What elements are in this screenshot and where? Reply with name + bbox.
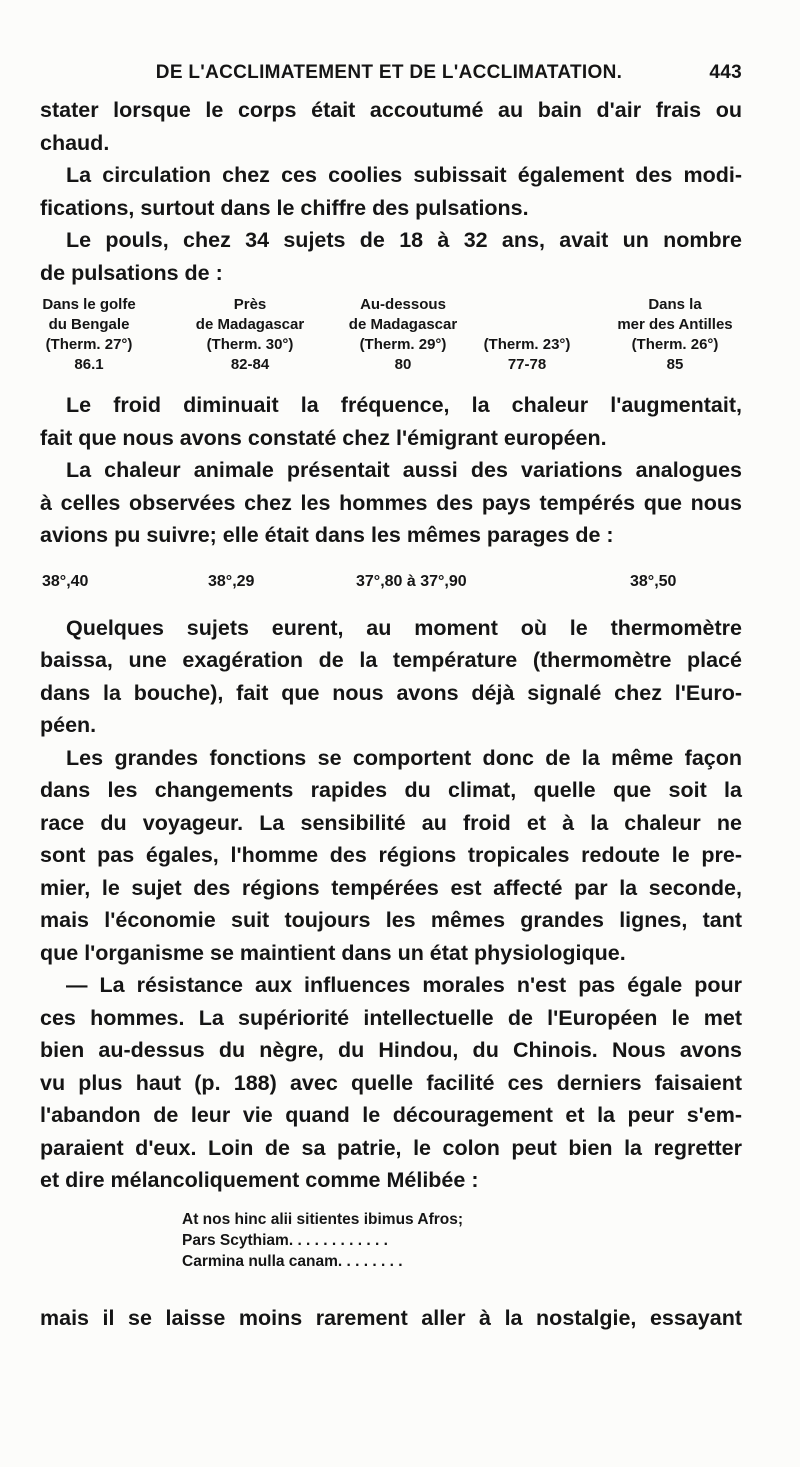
- text-line: bien au-dessus du nègre, du Hindou, du Chinois. Nous avons: [40, 1038, 742, 1062]
- verse-line: At nos hinc alii sitientes ibimus Afros;: [182, 1210, 464, 1228]
- text-line: mais l'économie suit toujours les mêmes grandes lignes, tant: [40, 908, 742, 932]
- location-line-2: mer des Antilles: [617, 316, 733, 333]
- location-line-1: [472, 295, 582, 315]
- text-line: baissa, une exagération de la température (thermomètre placé: [40, 648, 742, 672]
- text-line: chaud.: [40, 130, 110, 155]
- paragraph: [40, 224, 742, 289]
- pulse-column: [34, 295, 144, 375]
- text-line: sont pas égales, l'homme des régions tropicales redoute le pre-: [40, 843, 742, 867]
- pulse-table: [40, 295, 742, 385]
- location-line-1: Dans la: [648, 296, 702, 313]
- temperature-value: 37°,80 à 37°,90: [356, 572, 467, 590]
- text-line: — La résistance aux influences morales n'est pas égale pour: [66, 973, 742, 997]
- thermometer-reading: (Therm. 30°): [206, 336, 294, 353]
- thermometer-reading: (Therm. 26°): [631, 336, 719, 353]
- page-body: [40, 94, 742, 1334]
- text-line: La chaleur animale présentait aussi des variations analogues: [66, 458, 742, 482]
- text-line: race du voyageur. La sensibilité au froid et à la chaleur ne: [40, 810, 742, 835]
- pulse-value: 82-84: [230, 356, 270, 373]
- pulse-column: [338, 295, 468, 375]
- text-line: péen.: [40, 713, 97, 737]
- text-line: paraient d'eux. Loin de sa patrie, le colon peut bien la regretter: [40, 1135, 742, 1160]
- text-line: fait que nous avons constaté chez l'émigrant européen.: [40, 425, 607, 450]
- paragraph: [40, 389, 742, 454]
- paragraph: [40, 94, 742, 159]
- temperature-value: 38°,40: [42, 572, 89, 590]
- paragraph: [40, 454, 742, 552]
- text-line: que l'organisme se maintient dans un état physiologique.: [40, 940, 626, 965]
- verse-line: Carmina nulla canam. . . . . . . .: [182, 1252, 403, 1270]
- pulse-column: [190, 295, 310, 375]
- pulse-column: [608, 295, 742, 375]
- page-header: [36, 62, 742, 90]
- location-line-2: [472, 315, 582, 335]
- text-line: stater lorsque le corps était accoutumé au bain d'air frais ou: [40, 98, 742, 122]
- text-line: l'abandon de leur vie quand le découragement et la peur s'em-: [40, 1103, 742, 1127]
- text-line: à celles observées chez les hommes des pays tempérés que nous: [40, 490, 742, 515]
- temperature-row: [40, 552, 742, 612]
- temperature-value: 38°,29: [208, 572, 255, 590]
- paragraph: [40, 159, 742, 224]
- text-line: ces hommes. La supériorité intellectuelle de l'Européen le met: [40, 1005, 742, 1030]
- text-line: mais il se laisse moins rarement aller à la nostalgie, essayant: [40, 1305, 742, 1330]
- pulse-value: 80: [394, 356, 412, 373]
- verse-quotation: [182, 1209, 742, 1272]
- text-line: avions pu suivre; elle était dans les mêmes parages de :: [40, 523, 614, 547]
- thermometer-reading: (Therm. 23°): [483, 336, 571, 353]
- text-line: Le pouls, chez 34 sujets de 18 à 32 ans, avait un nombre: [66, 228, 742, 252]
- location-line-2: du Bengale: [48, 316, 130, 333]
- page-number: 443: [709, 62, 742, 83]
- text-line: mier, le sujet des régions tempérées est affecté par la seconde,: [40, 875, 742, 900]
- text-line: Le froid diminuait la fréquence, la chaleur l'augmentait,: [66, 393, 742, 417]
- running-title: DE L'ACCLIMATEMENT ET DE L'ACCLIMATATION.: [155, 62, 623, 83]
- paragraph: [40, 742, 742, 970]
- paragraph: [40, 612, 742, 742]
- location-line-2: de Madagascar: [348, 316, 458, 333]
- pulse-column: [472, 295, 582, 375]
- thermometer-reading: (Therm. 29°): [359, 336, 447, 353]
- location-line-1: Près: [233, 296, 267, 313]
- text-line: et dire mélancoliquement comme Mélibée :: [40, 1168, 479, 1192]
- text-line: dans la bouche), fait que nous avons déjà signalé chez l'Euro-: [40, 680, 742, 705]
- text-line: La circulation chez ces coolies subissait également des modi-: [66, 163, 742, 187]
- text-line: Les grandes fonctions se comportent donc de la même façon: [66, 745, 742, 770]
- text-line: Quelques sujets eurent, au moment où le thermomètre: [66, 615, 742, 640]
- text-line: fications, surtout dans le chiffre des pulsations.: [40, 195, 529, 220]
- location-line-1: Dans le golfe: [42, 296, 136, 313]
- verse-line: Pars Scythiam. . . . . . . . . . . .: [182, 1231, 388, 1249]
- temperature-value: 38°,50: [630, 572, 677, 590]
- location-line-2: de Madagascar: [195, 316, 305, 333]
- pulse-value: 85: [666, 356, 684, 373]
- text-line: de pulsations de :: [40, 260, 223, 285]
- text-line: vu plus haut (p. 188) avec quelle facilité ces derniers faisaient: [40, 1070, 742, 1095]
- thermometer-reading: (Therm. 27°): [45, 336, 133, 353]
- paragraph: [40, 969, 742, 1197]
- pulse-value: 86.1: [74, 356, 104, 373]
- location-line-1: Au-dessous: [360, 296, 446, 313]
- text-line: dans les changements rapides du climat, quelle que soit la: [40, 778, 742, 802]
- pulse-value: 77-78: [507, 356, 547, 373]
